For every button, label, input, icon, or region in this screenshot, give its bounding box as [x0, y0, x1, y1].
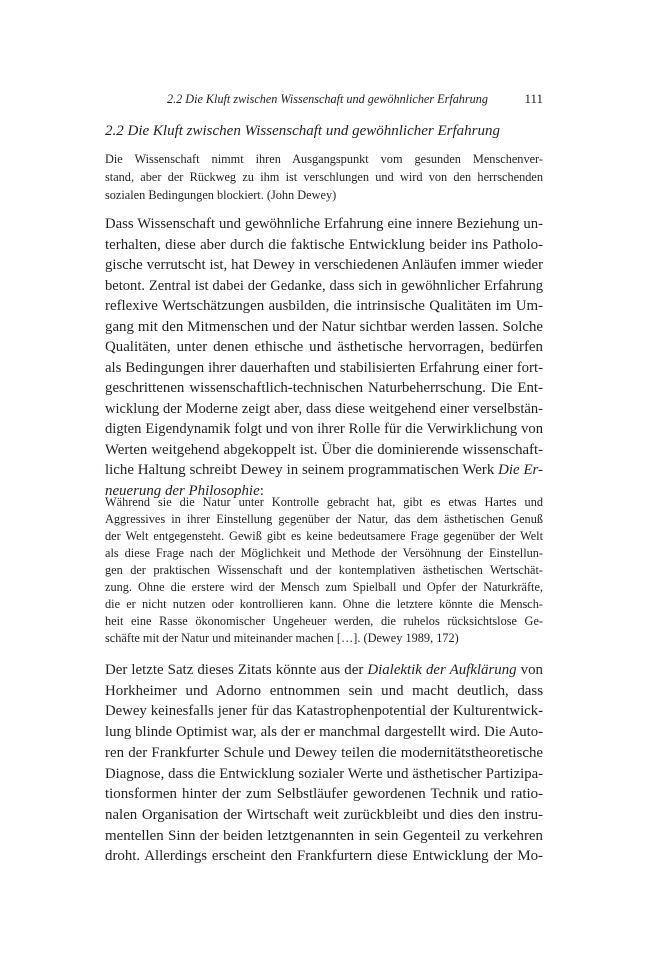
paragraph-line: gische verrutscht ist, hat Dewey in verschiedenen Anläufen immer wieder — [105, 257, 543, 273]
paragraph-line: Diagnose, dass die Entwicklung sozialer Werte und ästhetischer Partizipa- — [105, 765, 543, 782]
quote-line: gen der praktischen Wissenschaft und der kontemplativen ästhetischen Wertschät- — [105, 563, 543, 577]
paragraph-line: Dewey keinesfalls jener für das Katastrophenpotential der Kulturentwick- — [105, 703, 543, 720]
epigraph-line: stand, aber der Rückweg zu ihm ist verschlungen und wird von den herrschenden — [105, 170, 543, 185]
paragraph-line: reflexive Wertschätzungen ausbilden, die intrinsische Qualitäten im Um- — [105, 298, 543, 314]
paragraph-line: Qualitäten, unter denen ethische und ästhetische hervorragen, bedürfen — [105, 339, 543, 355]
paragraph-line: tionsformen hinter der zum Selbstläufer gewordenen Technik und ratio- — [105, 786, 543, 803]
paragraph-line — [105, 460, 543, 481]
epigraph-line: Die Wissenschaft nimmt ihren Ausgangspunkt vom gesunden Menschenver- — [105, 152, 543, 166]
paragraph-line: Werten weitgehend abgekoppelt ist. Über die dominierende wissenschaft- — [105, 441, 543, 458]
book-title: Dialektik der Aufklärung — [367, 662, 517, 678]
paragraph-text: liche Haltung schreibt Dewey in seinem programmatischen Werk — [105, 462, 499, 478]
epigraph — [105, 150, 543, 205]
running-title: 2.2 Die Kluft zwischen Wissenschaft und gewöhnlicher Erfahrung — [167, 92, 488, 106]
paragraph-line — [105, 660, 543, 681]
paragraph-line: mentellen Sinn der beiden letztgenannten in sein Gegenteil zu verkehren — [105, 827, 543, 844]
paragraph-line: nalen Organisation der Wirtschaft weit zurückbleibt und dies den instru- — [105, 806, 543, 823]
section-heading: 2.2 Die Kluft zwischen Wissenschaft und gewöhnlicher Erfahrung — [105, 123, 500, 139]
quote-line: zung. Ohne die erstere wird der Mensch zum Spielball und Opfer der Naturkräfte, — [105, 580, 543, 594]
epigraph-line: sozialen Bedingungen blockiert. (John Dewey) — [105, 188, 337, 203]
quote-line: Aggressives in ihrer Einstellung gegenüber der Natur, das dem ästhetischen Genuß — [105, 512, 543, 526]
paragraph-line: wicklung der Moderne zeigt aber, dass diese weitgehend einer verselbstän- — [105, 400, 543, 417]
paragraph-line: Dass Wissenschaft und gewöhnliche Erfahrung eine innere Beziehung un- — [105, 216, 543, 232]
quote-line: die er nicht nutzen oder kontrollieren kann. Ohne die letztere könnte die Mensch- — [105, 597, 543, 611]
paragraph-line: geschrittenen wissenschaftlich-technischen Naturbeherrschung. Die Ent- — [105, 380, 543, 396]
quote-line: der Welt entgegensteht. Gewiß gibt es keine bedeutsamere Frage gegenüber der Welt — [105, 529, 543, 543]
quote-line: schäfte mit der Natur und miteinander machen […]. (Dewey 1989, 172) — [105, 631, 459, 645]
paragraph-line: gang mit den Mitmenschen und der Natur sichtbar werden lassen. Solche — [105, 318, 543, 335]
quote-line: Während sie die Natur unter Kontrolle gebracht hat, gibt es etwas Hartes und — [105, 495, 543, 509]
paragraph-text: : — [259, 482, 264, 499]
paragraph-line: ren der Frankfurter Schule und Dewey teilen die modernitätstheoretische — [105, 744, 543, 761]
paragraph-line: lung blinde Optimist war, als der er manchmal dargestellt wird. Die Auto- — [105, 724, 543, 741]
paragraph-line: digten Eigendynamik folgt und von ihrer Rolle für die Verwirklichung von — [105, 421, 543, 437]
quote-line: als diese Frage nach der Möglichkeit und Methode der Versöhnung der Einstellun- — [105, 546, 543, 560]
book-title: Die Er- — [498, 462, 543, 478]
quote-line: heit eine Rasse ökonomischer Ungeheuer werden, die ruhelos rücksichtslose Ge- — [105, 614, 543, 628]
paragraph-line: droht. Allerdings erscheint den Frankfurtern diese Entwicklung der Mo- — [105, 848, 543, 865]
book-title: neuerung der Philosophie — [105, 482, 260, 499]
paragraph-line: Horkheimer und Adorno entnommen sein und macht deutlich, dass — [105, 682, 543, 699]
paragraph-text: von — [516, 662, 544, 678]
paragraph-text: Der letzte Satz dieses Zitats könnte aus der — [105, 662, 368, 678]
block-quote — [105, 494, 543, 647]
body-paragraph-2 — [105, 660, 543, 867]
paragraph-line: terhalten, diese aber durch die faktische Entwicklung beider ins Patholo- — [105, 236, 543, 253]
paragraph-line: betont. Zentral ist dabei der Gedanke, dass sich in gewöhnlicher Erfahrung — [105, 277, 543, 294]
page-number: 111 — [524, 91, 543, 106]
running-head — [105, 90, 543, 108]
body-paragraph-1 — [105, 214, 543, 501]
paragraph-line: als Bedingungen ihrer dauerhaften und stabilisierten Erfahrung einer fort- — [105, 359, 543, 376]
